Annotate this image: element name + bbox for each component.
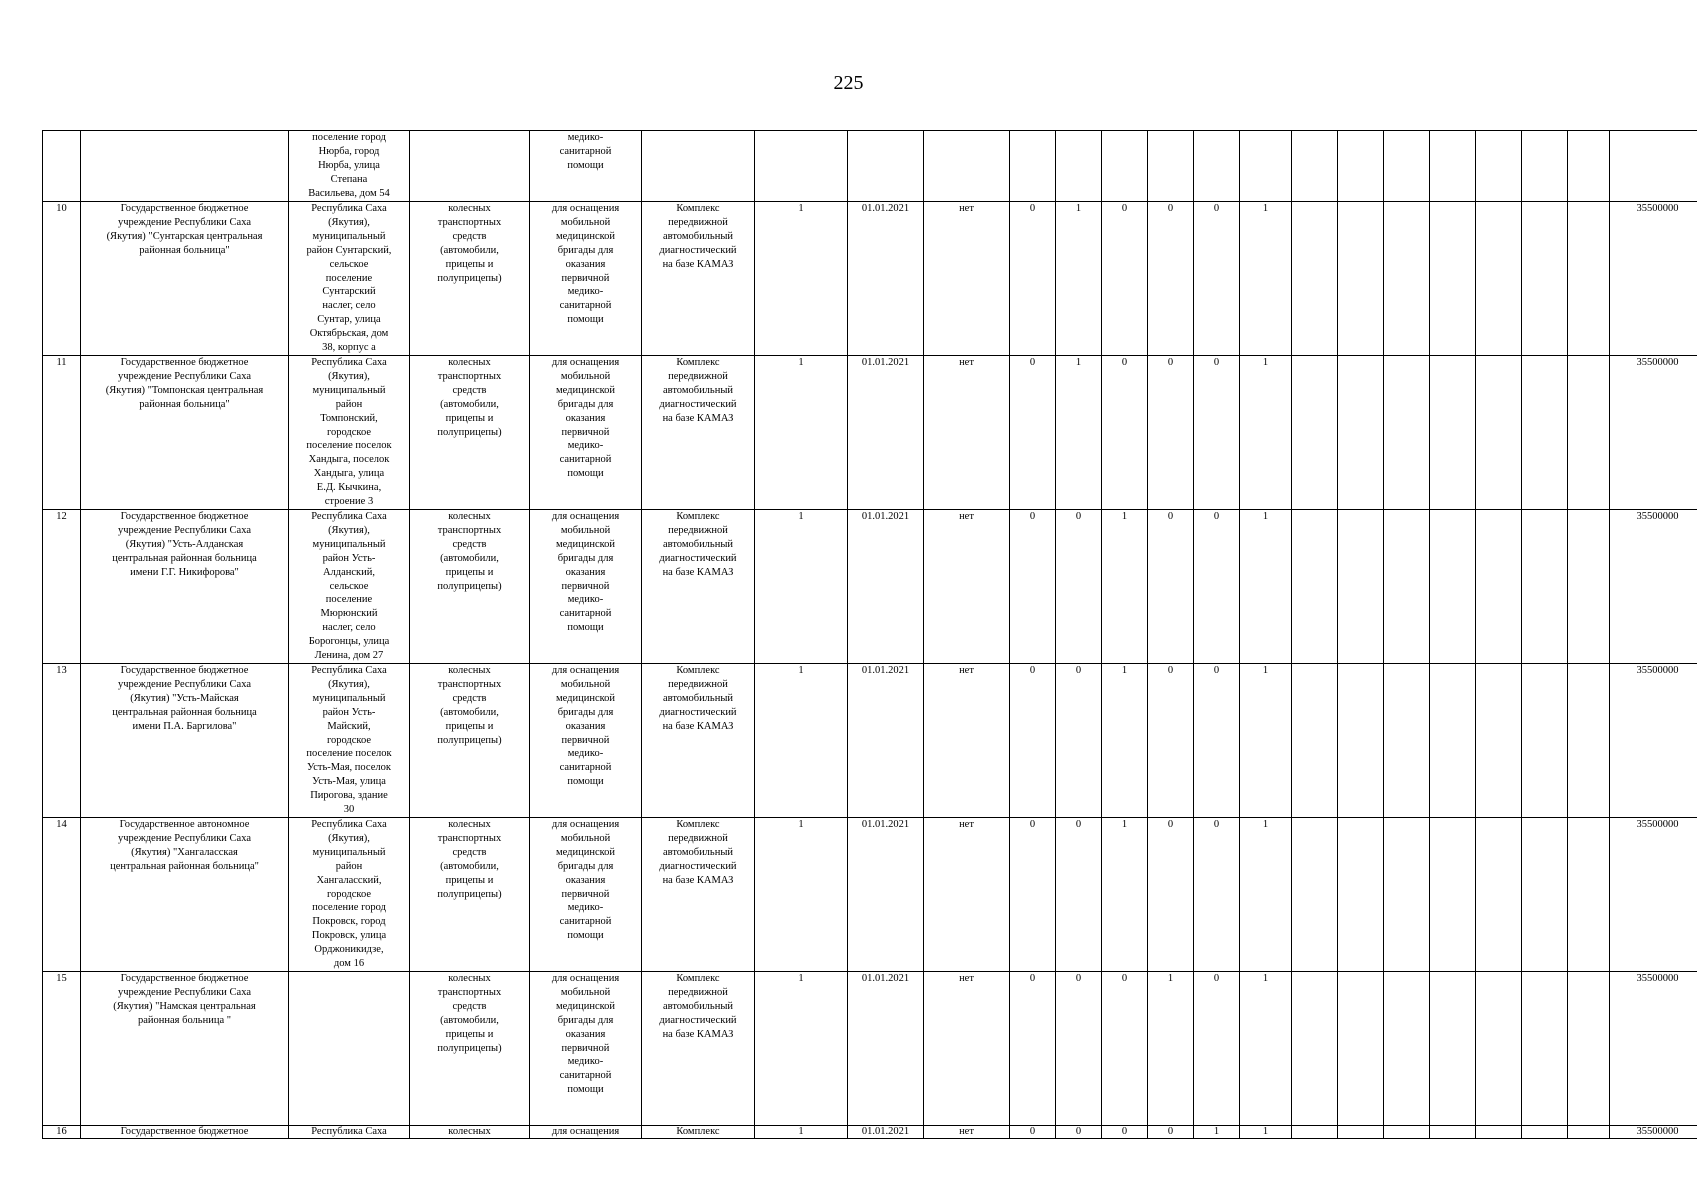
cell-address: [289, 972, 410, 1126]
cell-quantity: 1: [755, 510, 848, 664]
cell-cost: 35500000: [1610, 202, 1697, 356]
cell-col-10: 0: [1010, 1126, 1056, 1139]
cell-row-number: 15: [43, 972, 81, 1126]
cell-flag: нет: [924, 818, 1010, 972]
cell-institution-name: [81, 131, 289, 202]
table-row: [43, 1126, 1697, 1139]
cell-col-11: 0: [1056, 1126, 1102, 1139]
cell-col-11: 1: [1056, 356, 1102, 510]
cell-address: Республика Саха (Якутия), муниципальный район Усть- Майский, городское поселение поселок Усть-Мая, поселок Усть-Мая, улица Пирогова, здание 30: [289, 664, 410, 818]
cell-equipment-category: колесных транспортных средств (автомобили, прицепы и полуприцепы): [410, 818, 530, 972]
cell-col-14: 0: [1194, 202, 1240, 356]
cell-col-20: [1476, 510, 1522, 664]
cell-col-13: 0: [1148, 664, 1194, 818]
cell-cost: 35500000: [1610, 664, 1697, 818]
cell-col-13: 1: [1148, 972, 1194, 1126]
cell-row-number: [43, 131, 81, 202]
cell-col-17: [1338, 972, 1384, 1126]
cell-col-14: 0: [1194, 510, 1240, 664]
cell-cost: 35500000: [1610, 510, 1697, 664]
cell-flag: нет: [924, 972, 1010, 1126]
cell-col-19: [1430, 664, 1476, 818]
cell-col-19: [1430, 1126, 1476, 1139]
cell-institution-name: Государственное бюджетное учреждение Республики Саха (Якутия) "Сунтарская центральная районная больница": [81, 202, 289, 356]
cell-col-10: 0: [1010, 356, 1056, 510]
table-row: [43, 664, 1697, 818]
cell-col-14: 1: [1194, 1126, 1240, 1139]
cell-flag: нет: [924, 510, 1010, 664]
cell-col-16: [1292, 202, 1338, 356]
cell-col-20: [1476, 356, 1522, 510]
cell-col-11: 0: [1056, 972, 1102, 1126]
cell-quantity: 1: [755, 356, 848, 510]
cell-equipment-name: Комплекс: [642, 1126, 755, 1139]
cell-equipment-category: колесных транспортных средств (автомобили, прицепы и полуприцепы): [410, 510, 530, 664]
cell-col-11: 0: [1056, 510, 1102, 664]
cell-col-15: 1: [1240, 510, 1292, 664]
cell-col-17: [1338, 818, 1384, 972]
cell-col-10: 0: [1010, 202, 1056, 356]
cell-col-12: [1102, 131, 1148, 202]
cell-col-12: 1: [1102, 818, 1148, 972]
cell-flag: нет: [924, 1126, 1010, 1139]
cell-col-11: 0: [1056, 664, 1102, 818]
cell-col-22: [1568, 356, 1610, 510]
cell-equipment-category: колесных: [410, 1126, 530, 1139]
cell-purpose: для оснащения мобильной медицинской бригады для оказания первичной медико- санитарной помощи: [530, 510, 642, 664]
cell-commission-date: 01.01.2021: [848, 664, 924, 818]
cell-col-21: [1522, 818, 1568, 972]
cell-col-21: [1522, 202, 1568, 356]
cell-purpose: для оснащения мобильной медицинской бригады для оказания первичной медико- санитарной помощи: [530, 356, 642, 510]
cell-cost: 35500000: [1610, 972, 1697, 1126]
cell-flag: [924, 131, 1010, 202]
cell-equipment-name: Комплекс передвижной автомобильный диагностический на базе КАМАЗ: [642, 818, 755, 972]
cell-quantity: [755, 131, 848, 202]
cell-col-15: 1: [1240, 1126, 1292, 1139]
cell-address: Республика Саха (Якутия), муниципальный район Усть- Алданский, сельское поселение Мюрюнский наслег, село Борогонцы, улица Ленина, дом 27: [289, 510, 410, 664]
cell-equipment-name: [642, 131, 755, 202]
cell-row-number: 16: [43, 1126, 81, 1139]
cell-col-11: [1056, 131, 1102, 202]
cell-col-13: [1148, 131, 1194, 202]
cell-cost: 35500000: [1610, 1126, 1697, 1139]
cell-col-17: [1338, 131, 1384, 202]
page-number: 225: [833, 72, 864, 94]
cell-purpose: для оснащения мобильной медицинской бригады для оказания первичной медико- санитарной помощи: [530, 202, 642, 356]
cell-quantity: 1: [755, 664, 848, 818]
cell-col-17: [1338, 1126, 1384, 1139]
cell-col-18: [1384, 131, 1430, 202]
cell-col-14: [1194, 131, 1240, 202]
cell-equipment-category: [410, 131, 530, 202]
cell-col-16: [1292, 510, 1338, 664]
cell-col-18: [1384, 972, 1430, 1126]
cell-institution-name: Государственное бюджетное учреждение Республики Саха (Якутия) "Томпонская центральная районная больница": [81, 356, 289, 510]
cell-commission-date: 01.01.2021: [848, 972, 924, 1126]
cell-purpose: для оснащения мобильной медицинской бригады для оказания первичной медико- санитарной помощи: [530, 664, 642, 818]
cell-flag: нет: [924, 356, 1010, 510]
cell-col-17: [1338, 356, 1384, 510]
cell-purpose: для оснащения мобильной медицинской бригады для оказания первичной медико- санитарной помощи: [530, 972, 642, 1126]
cell-col-18: [1384, 510, 1430, 664]
cell-purpose: для оснащения: [530, 1126, 642, 1139]
cell-col-21: [1522, 1126, 1568, 1139]
cell-quantity: 1: [755, 972, 848, 1126]
cell-col-21: [1522, 131, 1568, 202]
cell-address: Республика Саха (Якутия), муниципальный район Томпонский, городское поселение поселок Хандыга, поселок Хандыга, улица Е.Д. Кычкина, строение 3: [289, 356, 410, 510]
cell-col-13: 0: [1148, 510, 1194, 664]
cell-col-18: [1384, 818, 1430, 972]
register-table: [42, 130, 1697, 1139]
cell-col-18: [1384, 356, 1430, 510]
cell-equipment-category: колесных транспортных средств (автомобили, прицепы и полуприцепы): [410, 356, 530, 510]
cell-col-15: 1: [1240, 356, 1292, 510]
cell-col-10: 0: [1010, 664, 1056, 818]
cell-col-22: [1568, 510, 1610, 664]
cell-col-19: [1430, 818, 1476, 972]
cell-col-12: 0: [1102, 356, 1148, 510]
cell-col-11: 0: [1056, 818, 1102, 972]
cell-institution-name: Государственное бюджетное учреждение Республики Саха (Якутия) "Усть-Майская центральная районная больница имени П.А. Баргилова": [81, 664, 289, 818]
cell-equipment-name: Комплекс передвижной автомобильный диагностический на базе КАМАЗ: [642, 972, 755, 1126]
cell-col-14: 0: [1194, 972, 1240, 1126]
cell-col-10: 0: [1010, 818, 1056, 972]
cell-col-16: [1292, 818, 1338, 972]
table-row: [43, 510, 1697, 664]
cell-cost: 35500000: [1610, 356, 1697, 510]
cell-col-18: [1384, 1126, 1430, 1139]
cell-col-22: [1568, 131, 1610, 202]
table-row: [43, 972, 1697, 1126]
cell-col-19: [1430, 510, 1476, 664]
cell-address: Республика Саха (Якутия), муниципальный район Сунтарский, сельское поселение Сунтарский наслег, село Сунтар, улица Октябрьская, дом 38, корпус а: [289, 202, 410, 356]
cell-col-13: 0: [1148, 818, 1194, 972]
cell-address: поселение город Нюрба, город Нюрба, улица Степана Васильева, дом 54: [289, 131, 410, 202]
cell-col-19: [1430, 356, 1476, 510]
cell-cost: 35500000: [1610, 818, 1697, 972]
cell-flag: нет: [924, 664, 1010, 818]
cell-col-14: 0: [1194, 664, 1240, 818]
cell-equipment-category: колесных транспортных средств (автомобили, прицепы и полуприцепы): [410, 972, 530, 1126]
cell-col-19: [1430, 131, 1476, 202]
cell-row-number: 10: [43, 202, 81, 356]
cell-commission-date: 01.01.2021: [848, 1126, 924, 1139]
cell-col-20: [1476, 131, 1522, 202]
cell-col-15: 1: [1240, 818, 1292, 972]
cell-commission-date: 01.01.2021: [848, 818, 924, 972]
cell-col-21: [1522, 510, 1568, 664]
cell-col-22: [1568, 664, 1610, 818]
cell-col-10: 0: [1010, 972, 1056, 1126]
cell-col-21: [1522, 664, 1568, 818]
cell-address: Республика Саха: [289, 1126, 410, 1139]
cell-institution-name: Государственное автономное учреждение Республики Саха (Якутия) "Хангаласская центральная районная больница": [81, 818, 289, 972]
cell-row-number: 12: [43, 510, 81, 664]
cell-col-20: [1476, 1126, 1522, 1139]
cell-col-15: 1: [1240, 664, 1292, 818]
cell-institution-name: Государственное бюджетное учреждение Республики Саха (Якутия) "Усть-Алданская центральная районная больница имени Г.Г. Никифорова": [81, 510, 289, 664]
cell-col-12: 0: [1102, 972, 1148, 1126]
table-row: [43, 356, 1697, 510]
cell-row-number: 13: [43, 664, 81, 818]
cell-purpose: для оснащения мобильной медицинской бригады для оказания первичной медико- санитарной помощи: [530, 818, 642, 972]
cell-col-22: [1568, 818, 1610, 972]
cell-col-20: [1476, 202, 1522, 356]
cell-col-14: 0: [1194, 818, 1240, 972]
cell-col-12: 0: [1102, 202, 1148, 356]
cell-col-21: [1522, 972, 1568, 1126]
cell-commission-date: 01.01.2021: [848, 202, 924, 356]
cell-col-13: 0: [1148, 1126, 1194, 1139]
cell-col-21: [1522, 356, 1568, 510]
cell-address: Республика Саха (Якутия), муниципальный район Хангаласский, городское поселение город Покровск, город Покровск, улица Орджоникидзе, дом 16: [289, 818, 410, 972]
cell-equipment-name: Комплекс передвижной автомобильный диагностический на базе КАМАЗ: [642, 510, 755, 664]
cell-col-15: 1: [1240, 972, 1292, 1126]
cell-equipment-category: колесных транспортных средств (автомобили, прицепы и полуприцепы): [410, 202, 530, 356]
cell-col-20: [1476, 664, 1522, 818]
table-row: [43, 202, 1697, 356]
cell-col-12: 0: [1102, 1126, 1148, 1139]
cell-equipment-category: колесных транспортных средств (автомобили, прицепы и полуприцепы): [410, 664, 530, 818]
cell-col-16: [1292, 972, 1338, 1126]
cell-commission-date: 01.01.2021: [848, 510, 924, 664]
table-row: [43, 818, 1697, 972]
cell-col-10: 0: [1010, 510, 1056, 664]
cell-quantity: 1: [755, 818, 848, 972]
cell-col-12: 1: [1102, 664, 1148, 818]
cell-col-12: 1: [1102, 510, 1148, 664]
cell-col-17: [1338, 664, 1384, 818]
cell-col-16: [1292, 131, 1338, 202]
cell-purpose: медико- санитарной помощи: [530, 131, 642, 202]
cell-col-16: [1292, 356, 1338, 510]
cell-commission-date: [848, 131, 924, 202]
cell-col-17: [1338, 510, 1384, 664]
cell-col-17: [1338, 202, 1384, 356]
cell-equipment-name: Комплекс передвижной автомобильный диагностический на базе КАМАЗ: [642, 202, 755, 356]
cell-col-13: 0: [1148, 202, 1194, 356]
cell-col-18: [1384, 202, 1430, 356]
cell-col-19: [1430, 202, 1476, 356]
cell-institution-name: Государственное бюджетное учреждение Республики Саха (Якутия) "Намская центральная районная больница ": [81, 972, 289, 1126]
cell-col-22: [1568, 1126, 1610, 1139]
cell-col-13: 0: [1148, 356, 1194, 510]
cell-col-19: [1430, 972, 1476, 1126]
cell-col-16: [1292, 664, 1338, 818]
cell-flag: нет: [924, 202, 1010, 356]
cell-row-number: 11: [43, 356, 81, 510]
cell-equipment-name: Комплекс передвижной автомобильный диагностический на базе КАМАЗ: [642, 356, 755, 510]
cell-quantity: 1: [755, 1126, 848, 1139]
cell-col-16: [1292, 1126, 1338, 1139]
cell-col-10: [1010, 131, 1056, 202]
cell-col-20: [1476, 818, 1522, 972]
cell-cost: [1610, 131, 1697, 202]
cell-col-18: [1384, 664, 1430, 818]
cell-col-15: [1240, 131, 1292, 202]
cell-col-22: [1568, 972, 1610, 1126]
cell-equipment-name: Комплекс передвижной автомобильный диагностический на базе КАМАЗ: [642, 664, 755, 818]
cell-col-11: 1: [1056, 202, 1102, 356]
cell-quantity: 1: [755, 202, 848, 356]
cell-col-20: [1476, 972, 1522, 1126]
cell-commission-date: 01.01.2021: [848, 356, 924, 510]
table-row: [43, 131, 1697, 202]
cell-col-14: 0: [1194, 356, 1240, 510]
cell-row-number: 14: [43, 818, 81, 972]
cell-col-15: 1: [1240, 202, 1292, 356]
cell-institution-name: Государственное бюджетное: [81, 1126, 289, 1139]
cell-col-22: [1568, 202, 1610, 356]
